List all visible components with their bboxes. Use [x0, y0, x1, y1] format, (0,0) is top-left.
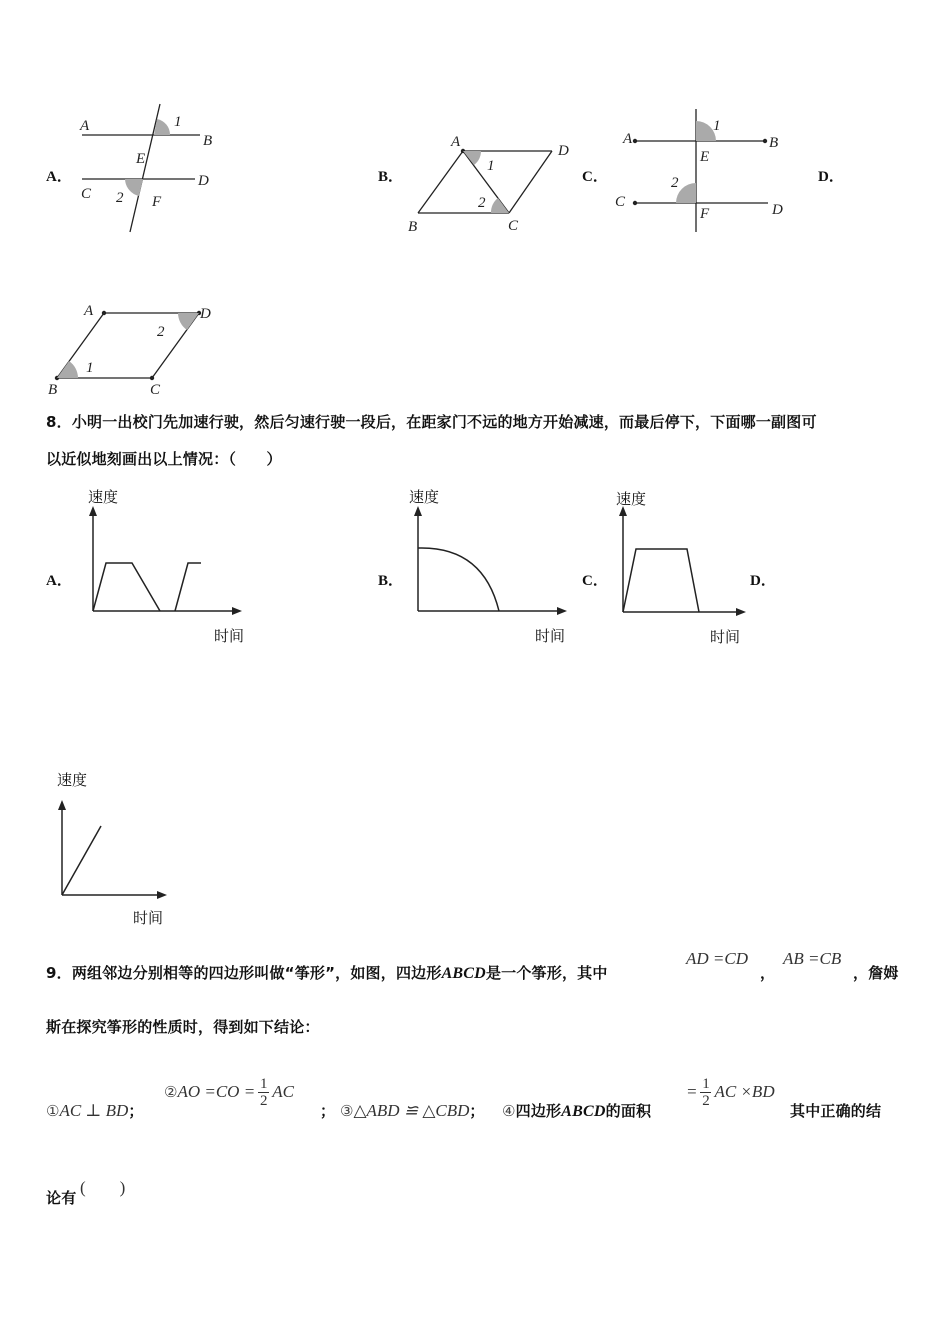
q9-conclusion-4: ④四边形ABCD的面积 — [502, 1102, 652, 1120]
q9-eq-ad-cd: AD =CD — [686, 949, 748, 968]
fig-b-label-a: A — [451, 134, 461, 150]
fig-b-label-b: B — [408, 219, 418, 235]
q9-eq-ab-cb: AB =CB — [783, 949, 842, 968]
graph-d-ylabel: 速度 — [57, 771, 88, 789]
q9-text-line1-end: ，詹姆 — [853, 964, 899, 982]
q9-text-line2: 斯在探究筝形的性质时，得到如下结论： — [46, 1018, 320, 1036]
q8-option-b-label[interactable]: B． — [378, 573, 404, 589]
fig-a-label-d: D — [198, 173, 209, 189]
q7-option-b-label[interactable]: B． — [378, 169, 404, 185]
q8-graph-a — [68, 484, 258, 649]
q9-area-formula: = $\frac{1}{2}$ AC ×BD — [686, 1076, 775, 1109]
fig-d-label-1: 1 — [86, 360, 94, 376]
fig-c-label-1: 1 — [713, 118, 721, 134]
graph-d-xlabel: 时间 — [133, 909, 164, 927]
q8-option-c-label[interactable]: C． — [582, 573, 608, 589]
fig-c-label-e: E — [700, 149, 710, 165]
q9-separator-2: ； — [320, 1102, 336, 1120]
fig-a-label-b: B — [203, 133, 213, 149]
fig-d-label-2: 2 — [157, 324, 165, 340]
q8-text-line2: 以近似地刻画出以上情况：（ ） — [46, 450, 282, 468]
fig-d-label-a: A — [84, 303, 94, 319]
q8-graph-b — [393, 484, 583, 649]
fig-b-label-d: D — [558, 143, 569, 159]
q9-text-line3-end: 其中正确的结 — [790, 1102, 882, 1120]
graph-a-ylabel: 速度 — [88, 488, 119, 506]
q8-option-d-label[interactable]: D． — [750, 573, 776, 589]
q7-option-a-label[interactable]: A． — [46, 169, 72, 185]
graph-c-ylabel: 速度 — [616, 490, 647, 508]
fig-a-label-1: 1 — [174, 114, 182, 130]
graph-c-xlabel: 时间 — [710, 628, 741, 646]
fig-a-label-c: C — [81, 186, 92, 202]
fig-d-label-c: C — [150, 382, 161, 398]
fig-c-label-d: D — [772, 202, 783, 218]
fig-c-label-c: C — [615, 194, 626, 210]
fig-a-label-2: 2 — [116, 190, 124, 206]
fig-c-label-b: B — [769, 135, 779, 151]
fig-c-label-f: F — [700, 206, 710, 222]
q9-comma: ， — [760, 964, 776, 982]
fig-d-label-d: D — [200, 306, 211, 322]
q8-graph-c — [598, 484, 788, 649]
graph-a-xlabel: 时间 — [214, 627, 245, 645]
q8-option-a-label[interactable]: A． — [46, 573, 72, 589]
q7-figure-d — [44, 298, 234, 398]
graph-b-ylabel: 速度 — [409, 488, 440, 506]
q7-option-c-label[interactable]: C． — [582, 169, 608, 185]
q7-figure-a — [70, 98, 230, 238]
q9-conclusion-2: ②AO =CO = $\frac{1}{2}$ AC — [164, 1076, 294, 1109]
q9-text-line1: 9．两组邻边分别相等的四边形叫做“筝形”，如图，四边形ABCD是一个筝形，其中 — [46, 964, 608, 982]
q7-option-d-label[interactable]: D． — [818, 169, 844, 185]
q9-answer-paren[interactable]: ( ) — [80, 1178, 126, 1197]
q8-text-line1: 8．小明一出校门先加速行驶，然后匀速行驶一段后，在距家门不远的地方开始减速，而最后停下，下面哪一副图可 — [46, 413, 817, 431]
fig-a-label-a: A — [80, 118, 90, 134]
q8-graph-d — [37, 763, 187, 928]
fig-b-label-1: 1 — [487, 158, 495, 174]
fig-c-label-2: 2 — [671, 175, 679, 191]
fig-a-label-f: F — [152, 194, 162, 210]
fig-b-label-c: C — [508, 218, 519, 234]
fig-d-label-b: B — [48, 382, 58, 398]
fig-b-label-2: 2 — [478, 195, 486, 211]
fig-c-label-a: A — [623, 131, 633, 147]
graph-b-xlabel: 时间 — [535, 627, 566, 645]
q7-figure-c — [608, 105, 798, 235]
q9-conclusion-1: ①AC ⊥ BD； — [46, 1101, 144, 1120]
q7-figure-b — [402, 130, 582, 240]
q9-conclusion-3: ③△ABD ≌ △CBD； — [340, 1101, 485, 1120]
fig-a-label-e: E — [136, 151, 146, 167]
q9-text-line4: 论有 — [46, 1189, 77, 1207]
